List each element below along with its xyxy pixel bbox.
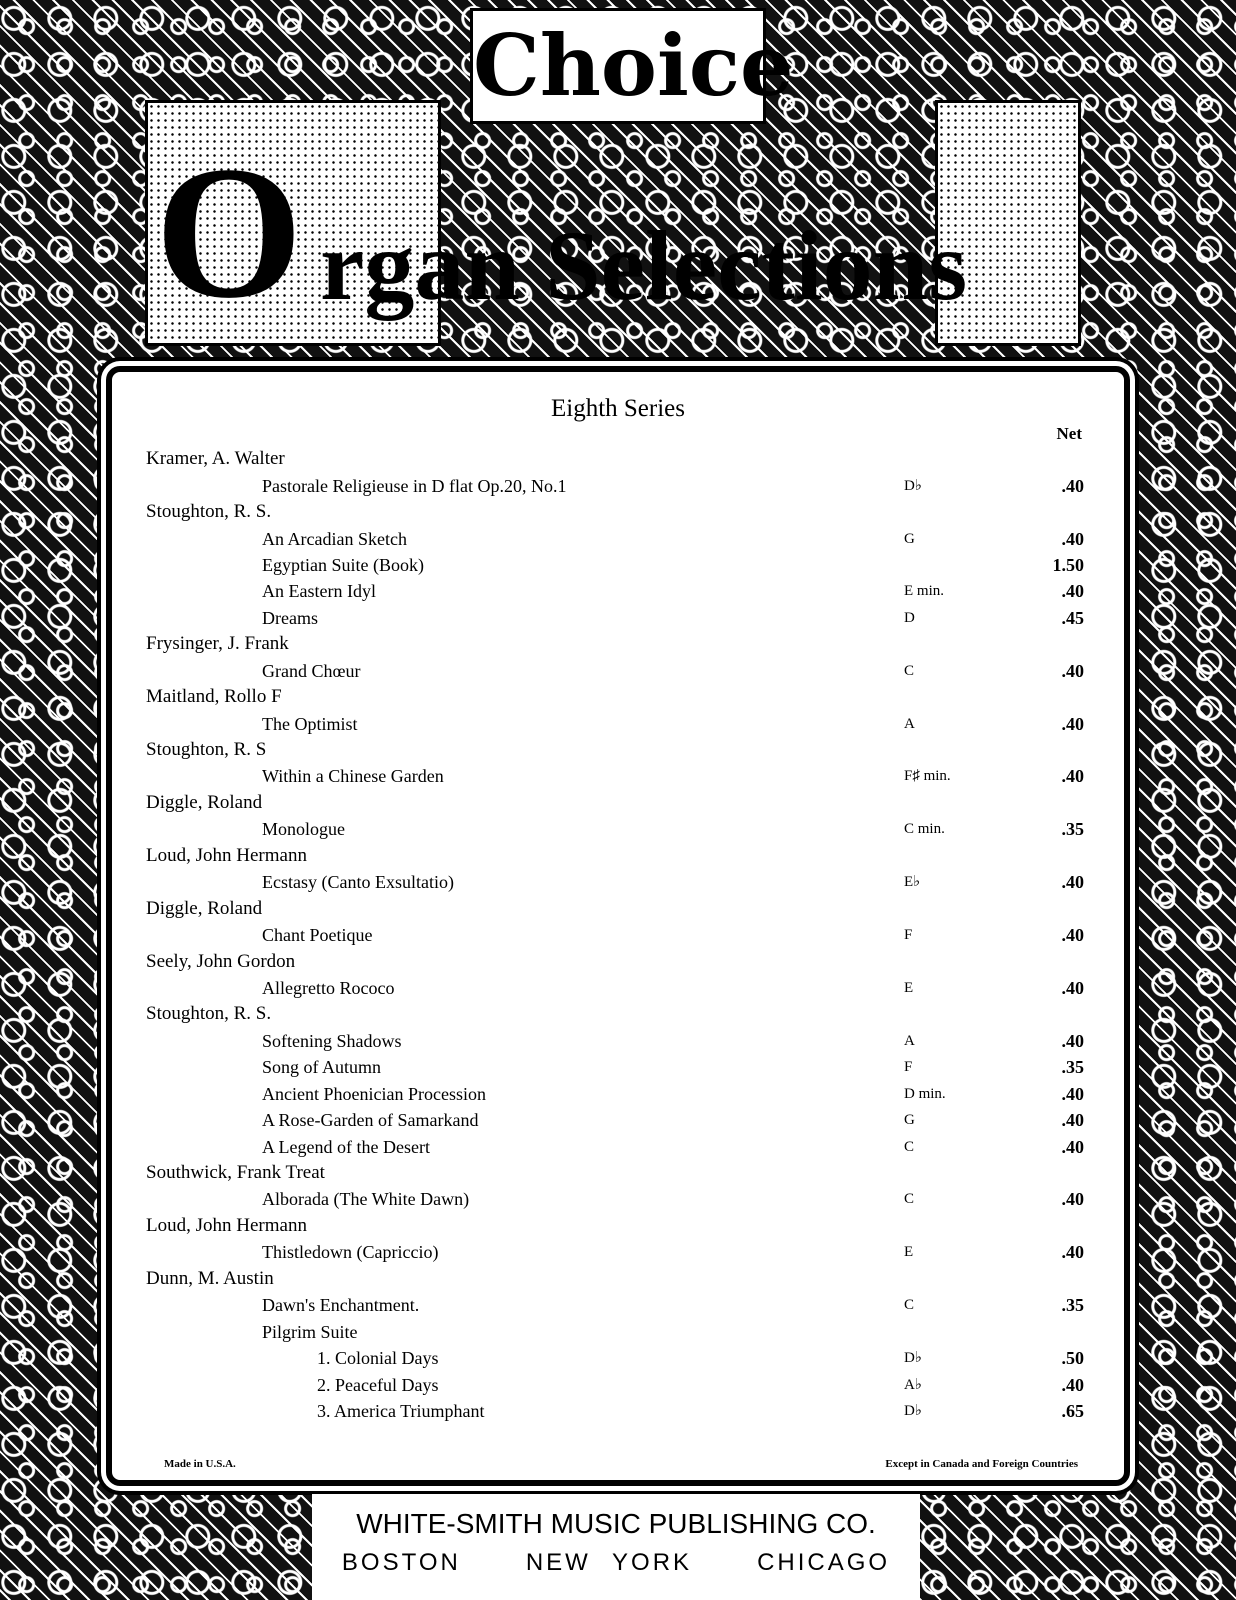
piece-row	[112, 1028, 1124, 1054]
piece-row	[112, 605, 1124, 631]
piece-key: E min.	[904, 583, 944, 600]
piece-title: Ecstasy (Canto Exsultatio)	[262, 872, 454, 893]
piece-title: A Rose-Garden of Samarkand	[262, 1110, 479, 1131]
piece-price: .40	[1061, 475, 1084, 496]
piece-row	[112, 1371, 1124, 1397]
piece-price: .40	[1061, 1374, 1084, 1395]
composer-name: Stoughton, R. S	[146, 739, 267, 761]
piece-price: .40	[1061, 660, 1084, 681]
piece-title: An Arcadian Sketch	[262, 528, 407, 549]
piece-row	[112, 525, 1124, 551]
title-organ-selections	[145, 126, 1075, 346]
piece-title: Allegretto Rococo	[262, 977, 395, 998]
dot-leader	[359, 832, 890, 835]
title-choice: Choice	[470, 8, 766, 124]
composer-name: Frysinger, J. Frank	[146, 633, 289, 655]
piece-title: Within a Chinese Garden	[262, 766, 444, 787]
dot-leader	[387, 938, 891, 941]
piece-title: Softening Shadows	[262, 1030, 402, 1051]
composer-row	[112, 684, 1124, 710]
dot-leader	[390, 594, 890, 597]
publisher-name: WHITE-SMITH MUSIC PUBLISHING CO.	[356, 1508, 876, 1539]
publisher-cities: BOSTON NEW YORK CHICAGO	[341, 1549, 891, 1576]
composer-name: Diggle, Roland	[146, 897, 263, 919]
piece-row	[112, 922, 1124, 948]
piece-title: Thistledown (Capriccio)	[262, 1242, 439, 1263]
composer-name: Dunn, M. Austin	[146, 1267, 274, 1289]
piece-key: F	[904, 927, 913, 944]
piece-key: G	[904, 1112, 915, 1129]
piece-title: Pilgrim Suite	[262, 1321, 358, 1342]
piece-row	[112, 710, 1124, 736]
dot-leader	[433, 1308, 890, 1311]
dot-leader	[468, 885, 890, 888]
piece-title: Monologue	[262, 819, 345, 840]
publisher-box	[312, 1494, 920, 1600]
piece-key: A♭	[904, 1376, 922, 1393]
catalog-panel	[106, 366, 1130, 1486]
composer-name: Seely, John Gordon	[146, 950, 296, 972]
series-heading: Eighth Series	[550, 395, 685, 422]
piece-title: Dreams	[262, 607, 318, 628]
composer-row	[112, 1160, 1124, 1186]
piece-price: .40	[1061, 925, 1084, 946]
net-column-header: Net	[1056, 424, 1082, 443]
piece-row	[112, 1398, 1124, 1424]
composer-row	[112, 1001, 1124, 1027]
dot-leader	[416, 1043, 891, 1046]
piece-price: .40	[1061, 1136, 1084, 1157]
piece-row	[112, 1081, 1124, 1107]
piece-price: .40	[1061, 1242, 1084, 1263]
piece-title: A Legend of the Desert	[262, 1136, 430, 1157]
piece-price: .50	[1061, 1348, 1084, 1369]
piece-key: G	[904, 530, 915, 547]
piece-title: Ancient Phoenician Procession	[262, 1083, 486, 1104]
piece-title: Chant Poetique	[262, 925, 373, 946]
piece-key: C	[904, 1191, 915, 1208]
piece-title: Grand Chœur	[262, 660, 361, 681]
piece-key: C	[904, 1138, 915, 1155]
composer-row	[112, 446, 1124, 472]
piece-price: .35	[1061, 1295, 1084, 1316]
composer-name: Stoughton, R. S.	[146, 501, 272, 523]
dot-leader	[395, 1070, 890, 1073]
composer-name: Stoughton, R. S.	[146, 1003, 272, 1025]
piece-key: C min.	[904, 821, 945, 838]
composer-name: Loud, John Hermann	[146, 1214, 307, 1236]
piece-title: Alborada (The White Dawn)	[262, 1189, 470, 1210]
piece-row	[112, 1239, 1124, 1265]
composer-name: Southwick, Frank Treat	[146, 1162, 325, 1184]
piece-price: .65	[1061, 1400, 1084, 1421]
composer-name: Diggle, Roland	[146, 791, 263, 813]
dot-leader	[374, 673, 890, 676]
piece-price: 1.50	[1052, 554, 1084, 575]
piece-price: .40	[1061, 1030, 1084, 1051]
piece-title: Pastorale Religieuse in D flat Op.20, No.1	[262, 475, 567, 496]
piece-key: A	[904, 715, 915, 732]
dot-leader	[438, 567, 890, 570]
piece-key: C	[904, 1297, 915, 1314]
composer-name: Kramer, A. Walter	[146, 448, 285, 470]
piece-title: Dawn's Enchantment.	[262, 1295, 420, 1316]
piece-key: C	[904, 662, 915, 679]
dot-leader	[483, 1202, 890, 1205]
except-note: Except in Canada and Foreign Countries	[885, 1458, 1078, 1470]
title-initial: O	[155, 128, 303, 338]
piece-row	[112, 578, 1124, 604]
piece-row	[112, 552, 1124, 578]
piece-price: .40	[1061, 1110, 1084, 1131]
piece-row	[112, 1107, 1124, 1133]
piece-row	[112, 1292, 1124, 1318]
piece-key: D♭	[904, 1402, 922, 1419]
piece-row	[112, 1318, 1124, 1344]
title-rest: rgan Selections	[320, 210, 968, 321]
composer-row	[112, 1266, 1124, 1292]
piece-key: A	[904, 1032, 915, 1049]
piece-key: D♭	[904, 477, 922, 494]
piece-key: F♯ min.	[904, 768, 951, 785]
piece-title: An Eastern Idyl	[262, 581, 376, 602]
dot-leader	[421, 541, 890, 544]
piece-price: .35	[1061, 1057, 1084, 1078]
piece-price: .40	[1061, 977, 1084, 998]
made-in-note: Made in U.S.A.	[164, 1458, 236, 1470]
composer-row	[112, 499, 1124, 525]
piece-key: D♭	[904, 1350, 922, 1367]
dot-leader	[452, 1255, 890, 1258]
catalog-list	[112, 446, 1124, 1424]
piece-price: .35	[1061, 819, 1084, 840]
piece-price: .40	[1061, 1083, 1084, 1104]
composer-row	[112, 843, 1124, 869]
dot-leader	[492, 1123, 890, 1126]
piece-title: The Optimist	[262, 713, 358, 734]
piece-price: .40	[1061, 1189, 1084, 1210]
dot-leader	[499, 1413, 891, 1416]
piece-price: .45	[1061, 607, 1084, 628]
piece-row	[112, 658, 1124, 684]
composer-row	[112, 1213, 1124, 1239]
piece-key: D min.	[904, 1085, 946, 1102]
piece-row	[112, 472, 1124, 498]
dot-leader	[372, 726, 891, 729]
piece-price: .40	[1061, 581, 1084, 602]
dot-leader	[408, 990, 890, 993]
piece-title: Egyptian Suite (Book)	[262, 554, 424, 575]
piece-row	[112, 816, 1124, 842]
piece-price: .40	[1061, 713, 1084, 734]
composer-row	[112, 631, 1124, 657]
piece-price: .40	[1061, 872, 1084, 893]
dot-leader	[500, 1096, 890, 1099]
piece-key: E	[904, 979, 914, 996]
piece-title: 3. America Triumphant	[317, 1400, 485, 1421]
piece-key: E♭	[904, 874, 921, 891]
dot-leader	[580, 488, 890, 491]
piece-row	[112, 763, 1124, 789]
composer-row	[112, 948, 1124, 974]
composer-row	[112, 895, 1124, 921]
dot-leader	[332, 620, 890, 623]
composer-name: Loud, John Hermann	[146, 844, 307, 866]
piece-key: E	[904, 1244, 914, 1261]
piece-title: 2. Peaceful Days	[317, 1374, 439, 1395]
piece-row	[112, 1054, 1124, 1080]
piece-price: .40	[1061, 528, 1084, 549]
dot-leader	[444, 1149, 890, 1152]
piece-row	[112, 1186, 1124, 1212]
piece-row	[112, 1345, 1124, 1371]
dot-leader	[452, 1387, 890, 1390]
piece-row	[112, 1133, 1124, 1159]
piece-key: D	[904, 609, 915, 626]
piece-row	[112, 975, 1124, 1001]
piece-row	[112, 869, 1124, 895]
piece-title: Song of Autumn	[262, 1057, 382, 1078]
composer-name: Maitland, Rollo F	[146, 686, 282, 708]
dot-leader	[458, 779, 890, 782]
composer-row	[112, 790, 1124, 816]
dot-leader	[453, 1361, 891, 1364]
piece-price: .40	[1061, 766, 1084, 787]
piece-key: F	[904, 1059, 913, 1076]
piece-title: 1. Colonial Days	[317, 1348, 439, 1369]
composer-row	[112, 737, 1124, 763]
